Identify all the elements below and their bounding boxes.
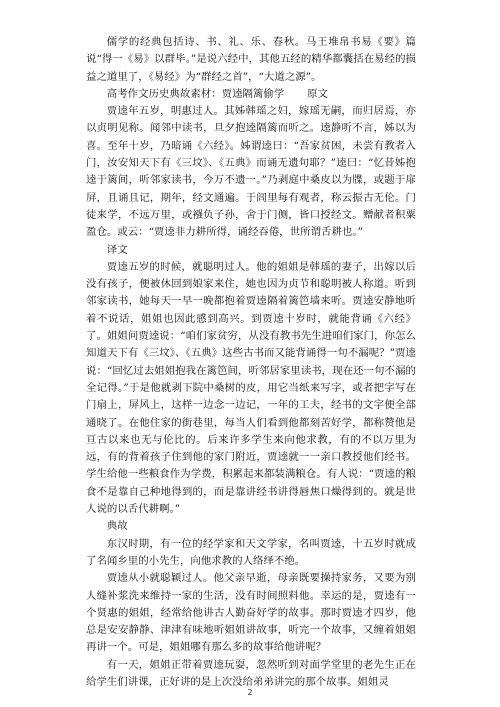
page-number: 2 (247, 688, 253, 697)
paragraph-translation: 贾逵五岁的时候，就聪明过人。他的姐姐是韩瑶的妻子，出嫁以后没有孩子，便被休回到娘家来住，她也因为贞节和聪明被人称道。听到邻家读书，她每天一早一晚都抱着贾逵隔着篱笆墙来听。贾逵安静地听着不说话，姐姐也因此感到高兴。到贾逵十岁时，就能背诵《六经》了。姐姐问贾逵说：“咱们家贫穷，从没有教书先生进咱们家门，你怎么知道天下有《三坟》、《五典》这些古书而又能背诵得一句不漏呢？”贾逵说：“回忆过去姐姐抱我在篱笆间，听邻居家里读书，现在还一句不漏的全记得。”于是他就剥下院中桑树的皮，用它当纸来写字，或者把字写在门扇上，屏风上，这样一边念一边记，一年的工夫，经书的文字便全部通晓了。在他住家的街巷里，每当人们看到他都刻苦好学，都称赞他是亘古以来也无与伦比的。后来许多学生来向他求教，有的不以万里为远，有的背着孩子住到他的家门附近，贾逵就一一亲口教授他们经书。学生给他一些粮食作为学费，积累起来都装满粮仓。有人说：“贾逵的粮食不是靠自己种地得到的，而是靠讲经书讲得唇焦口燥得到的。就是世人说的以舌代耕啊。” (86, 260, 416, 516)
paragraph-original-text: 贾逵年五岁，明惠过人。其姊韩瑶之妇，嫁瑶无嗣，而归居焉，亦以贞明见称。闻邻中读书，旦夕抱逵隔篱而听之。逵静听不言，姊以为喜。至年十岁，乃暗诵《六经》。姊谓逵曰：“吾家贫困，未尝有教者入门，汝安知天下有《三坟》、《五典》而诵无遗句耶？”逵曰：“忆昔姊抱逵于篱间，听邻家读书，今万不遗一。”乃剥庭中桑皮以为牒，或题于扉屏，且诵且记，期年，经文通遍。于闾里每有观者，称云振古无伦。门徒来学，不远万里，或襁负子孙，舍于门侧，皆口授经文。赠献者积粟盈仓。或云：“贾逵非力耕所得，诵经吞倦，世所谓舌耕也。” (86, 105, 416, 239)
paragraph-allusion-1: 东汉时期，有一位的经学家和天文学家，名叫贾逵，十五岁时就成了名闻乡里的小先生，向他求教的人络绎不绝。 (86, 537, 416, 567)
heading-suffix: 原文 (307, 87, 329, 100)
label-allusion: 典故 (106, 520, 128, 533)
paragraph-intro: 儒学的经典包括诗、书、礼、乐、春秋。马王堆帛书易《要》篇说“得一《易》以群毕。”是说六经中，其他五经的精华都囊括在易经的损益之道里了，《易经》为“群经之首”，“大道之源”。 (86, 36, 416, 83)
heading-title: 高考作文历史典故素材：贾逵隔篱偷学 (106, 87, 285, 100)
section-heading (86, 86, 416, 103)
paragraph-allusion-2: 贾逵从小就聪颖过人。他父亲早逝，母亲既要操持家务，又要为别人缝补浆洗来维持一家的生活，没有时间照料他。幸运的是，贾逵有一个贤惠的姐姐，经常给他讲古人勤奋好学的故事。那时贾逵才四岁，他总是安安静静、津津有味地听姐姐讲故事，听完一个故事，又缠着姐姐再讲一个。可是，姐姐哪有那么多的故事给他讲呢？ (86, 572, 416, 654)
paragraph-allusion-3: 有一天，姐姐正带着贾逵玩耍，忽然听到对面学堂里的老先生正在给学生们讲课，正好讲的是上次没给弟弟讲完的那个故事。姐姐灵 (86, 658, 416, 688)
document-page (86, 34, 416, 691)
label-translation: 译文 (106, 243, 128, 256)
